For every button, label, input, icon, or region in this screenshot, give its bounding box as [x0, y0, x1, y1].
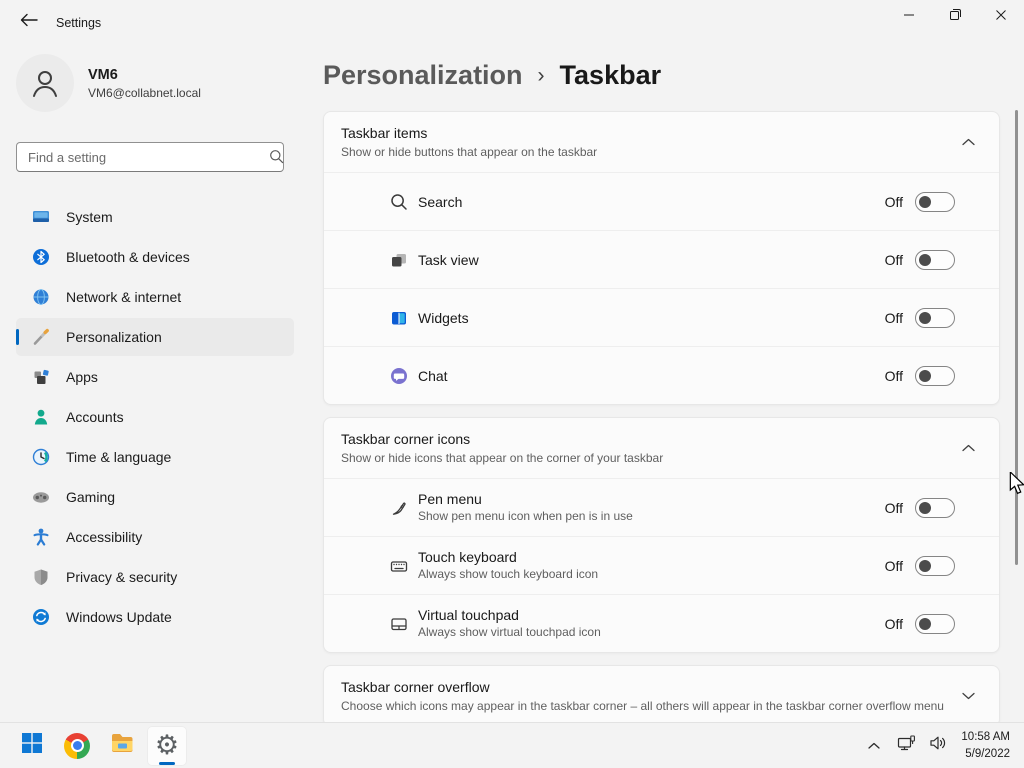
hidden-icons-button[interactable] — [861, 730, 887, 762]
row-label: Widgets — [418, 309, 469, 326]
sidebar-item-label: Accounts — [66, 409, 124, 425]
card-title: Taskbar corner overflow — [341, 679, 490, 695]
page-title: Taskbar — [559, 60, 662, 90]
file-explorer-button[interactable] — [102, 726, 142, 766]
card-title: Taskbar items — [341, 125, 428, 141]
touch-keyboard-icon — [388, 555, 410, 577]
accessibility-icon — [30, 526, 52, 548]
card-title: Taskbar corner icons — [341, 431, 471, 447]
row-label: Chat — [418, 367, 448, 384]
start-button[interactable] — [12, 726, 52, 766]
app-title: Settings — [56, 16, 102, 30]
main-content — [323, 40, 1000, 722]
titlebar — [0, 0, 1024, 40]
card-subtitle: Choose which icons may appear in the taskbar corner – all others will appear in the taskbar corner overflow menu — [341, 699, 944, 713]
minimize-icon — [903, 8, 915, 26]
taskbar-corner-icons-header[interactable] — [324, 418, 999, 478]
sidebar-item-windows-update[interactable] — [16, 598, 294, 636]
network-icon — [30, 286, 52, 308]
row-label: Pen menu — [418, 490, 482, 507]
sidebar-item-label: System — [66, 209, 113, 225]
search-icon — [269, 149, 284, 169]
taskbar-items-header[interactable] — [324, 112, 999, 172]
row-label: Virtual touchpad — [418, 606, 519, 623]
card-subtitle: Show or hide icons that appear on the corner of your taskbar — [341, 451, 664, 465]
taskbar-items-card — [323, 111, 1000, 405]
close-button[interactable] — [978, 0, 1024, 34]
taskbar-corner-overflow-card — [323, 665, 1000, 727]
bluetooth-icon — [30, 246, 52, 268]
system-icon — [30, 206, 52, 228]
task-view-icon — [388, 249, 410, 271]
os-taskbar — [0, 722, 1024, 768]
restore-button[interactable] — [932, 0, 978, 34]
virtual-touchpad-icon — [388, 613, 410, 635]
restore-icon — [949, 8, 962, 26]
card-subtitle: Show or hide buttons that appear on the taskbar — [341, 145, 598, 159]
sidebar-item-label: Accessibility — [66, 529, 143, 545]
setting-row-touch-keyboard — [324, 536, 999, 594]
taskbar-corner-overflow-header[interactable] — [324, 666, 999, 726]
sidebar-item-gaming[interactable] — [16, 478, 294, 516]
avatar — [16, 54, 74, 112]
toggle-state-label: Off — [884, 251, 903, 268]
sidebar-item-accounts[interactable] — [16, 398, 294, 436]
active-app-indicator — [159, 762, 175, 765]
setting-row-widgets — [324, 288, 999, 346]
task-view-toggle[interactable] — [915, 250, 955, 270]
widgets-icon — [388, 307, 410, 329]
row-description: Show pen menu icon when pen is in use — [418, 508, 633, 523]
row-description: Always show virtual touchpad icon — [418, 624, 601, 639]
toggle-state-label: Off — [884, 499, 903, 516]
touch-keyboard-toggle[interactable] — [915, 556, 955, 576]
setting-row-search — [324, 172, 999, 230]
settings-taskbar-button[interactable] — [147, 726, 187, 766]
network-tray-button[interactable] — [893, 730, 919, 762]
scrollbar[interactable] — [1015, 110, 1018, 565]
minimize-button[interactable] — [886, 0, 932, 34]
chevron-up-icon[interactable] — [954, 128, 982, 156]
sidebar-item-bluetooth-devices[interactable] — [16, 238, 294, 276]
chevron-down-icon[interactable] — [954, 682, 982, 710]
chevron-up-icon — [868, 737, 880, 755]
sidebar-item-label: Windows Update — [66, 609, 172, 625]
ethernet-network-icon — [897, 734, 916, 757]
row-label: Task view — [418, 251, 479, 268]
widgets-toggle[interactable] — [915, 308, 955, 328]
sidebar-item-label: Apps — [66, 369, 98, 385]
person-icon — [28, 66, 62, 100]
breadcrumb — [323, 60, 1000, 91]
file-explorer-icon — [109, 730, 135, 761]
row-label: Search — [418, 193, 463, 210]
pen-icon — [388, 497, 410, 519]
toggle-state-label: Off — [884, 557, 903, 574]
chrome-button[interactable] — [57, 726, 97, 766]
gear-icon: ⚙ — [154, 730, 180, 760]
row-description: Always show touch keyboard icon — [418, 566, 599, 581]
sidebar-item-network-internet[interactable] — [16, 278, 294, 316]
pen-menu-toggle[interactable] — [915, 498, 955, 518]
sidebar-item-label: Bluetooth & devices — [66, 249, 190, 265]
user-profile[interactable] — [16, 54, 294, 112]
speaker-icon — [929, 735, 947, 756]
time-language-icon — [30, 446, 52, 468]
tray-date: 5/9/2022 — [965, 747, 1010, 760]
apps-icon — [30, 366, 52, 388]
breadcrumb-separator: › — [537, 64, 545, 87]
back-arrow-icon — [20, 13, 38, 32]
user-email: VM6@collabnet.local — [88, 85, 201, 100]
privacy-shield-icon — [30, 566, 52, 588]
sidebar-nav — [16, 198, 294, 636]
tray-time: 10:58 AM — [961, 731, 1010, 744]
toggle-state-label: Off — [884, 615, 903, 632]
breadcrumb-parent[interactable]: Personalization — [323, 60, 523, 90]
search-toggle[interactable] — [915, 192, 955, 212]
setting-row-chat — [324, 346, 999, 404]
row-label: Touch keyboard — [418, 548, 517, 565]
volume-tray-button[interactable] — [925, 730, 951, 762]
sidebar-item-label: Network & internet — [66, 289, 182, 305]
setting-row-task-view — [324, 230, 999, 288]
sidebar-item-apps[interactable] — [16, 358, 294, 396]
sidebar-item-system[interactable] — [16, 198, 294, 236]
sidebar-item-label: Privacy & security — [66, 569, 178, 585]
taskbar-corner-icons-card — [323, 417, 1000, 653]
chrome-icon — [64, 733, 90, 759]
setting-row-virtual-touchpad — [324, 594, 999, 652]
chat-icon — [388, 365, 410, 387]
back-button[interactable] — [12, 10, 46, 34]
sidebar-item-label: Personalization — [66, 329, 162, 345]
search-input[interactable] — [16, 142, 284, 172]
gaming-icon — [30, 486, 52, 508]
sidebar-item-privacy-security[interactable] — [16, 558, 294, 596]
sidebar-item-label: Gaming — [66, 489, 116, 505]
accounts-icon — [30, 406, 52, 428]
windows-start-icon — [20, 731, 44, 760]
clock[interactable] — [957, 727, 1014, 763]
user-name: VM6 — [88, 66, 118, 83]
setting-row-pen-menu — [324, 478, 999, 536]
close-icon — [995, 8, 1007, 26]
toggle-state-label: Off — [884, 309, 903, 326]
sidebar-item-time-language[interactable] — [16, 438, 294, 476]
settings-sidebar — [0, 40, 310, 722]
chat-toggle[interactable] — [915, 366, 955, 386]
sidebar-item-personalization[interactable] — [16, 318, 294, 356]
toggle-state-label: Off — [884, 193, 903, 210]
windows-update-icon — [30, 606, 52, 628]
search-icon — [388, 191, 410, 213]
sidebar-item-accessibility[interactable] — [16, 518, 294, 556]
chevron-up-icon[interactable] — [954, 434, 982, 462]
virtual-touchpad-toggle[interactable] — [915, 614, 955, 634]
personalization-icon — [30, 326, 52, 348]
sidebar-item-label: Time & language — [66, 449, 172, 465]
toggle-state-label: Off — [884, 367, 903, 384]
